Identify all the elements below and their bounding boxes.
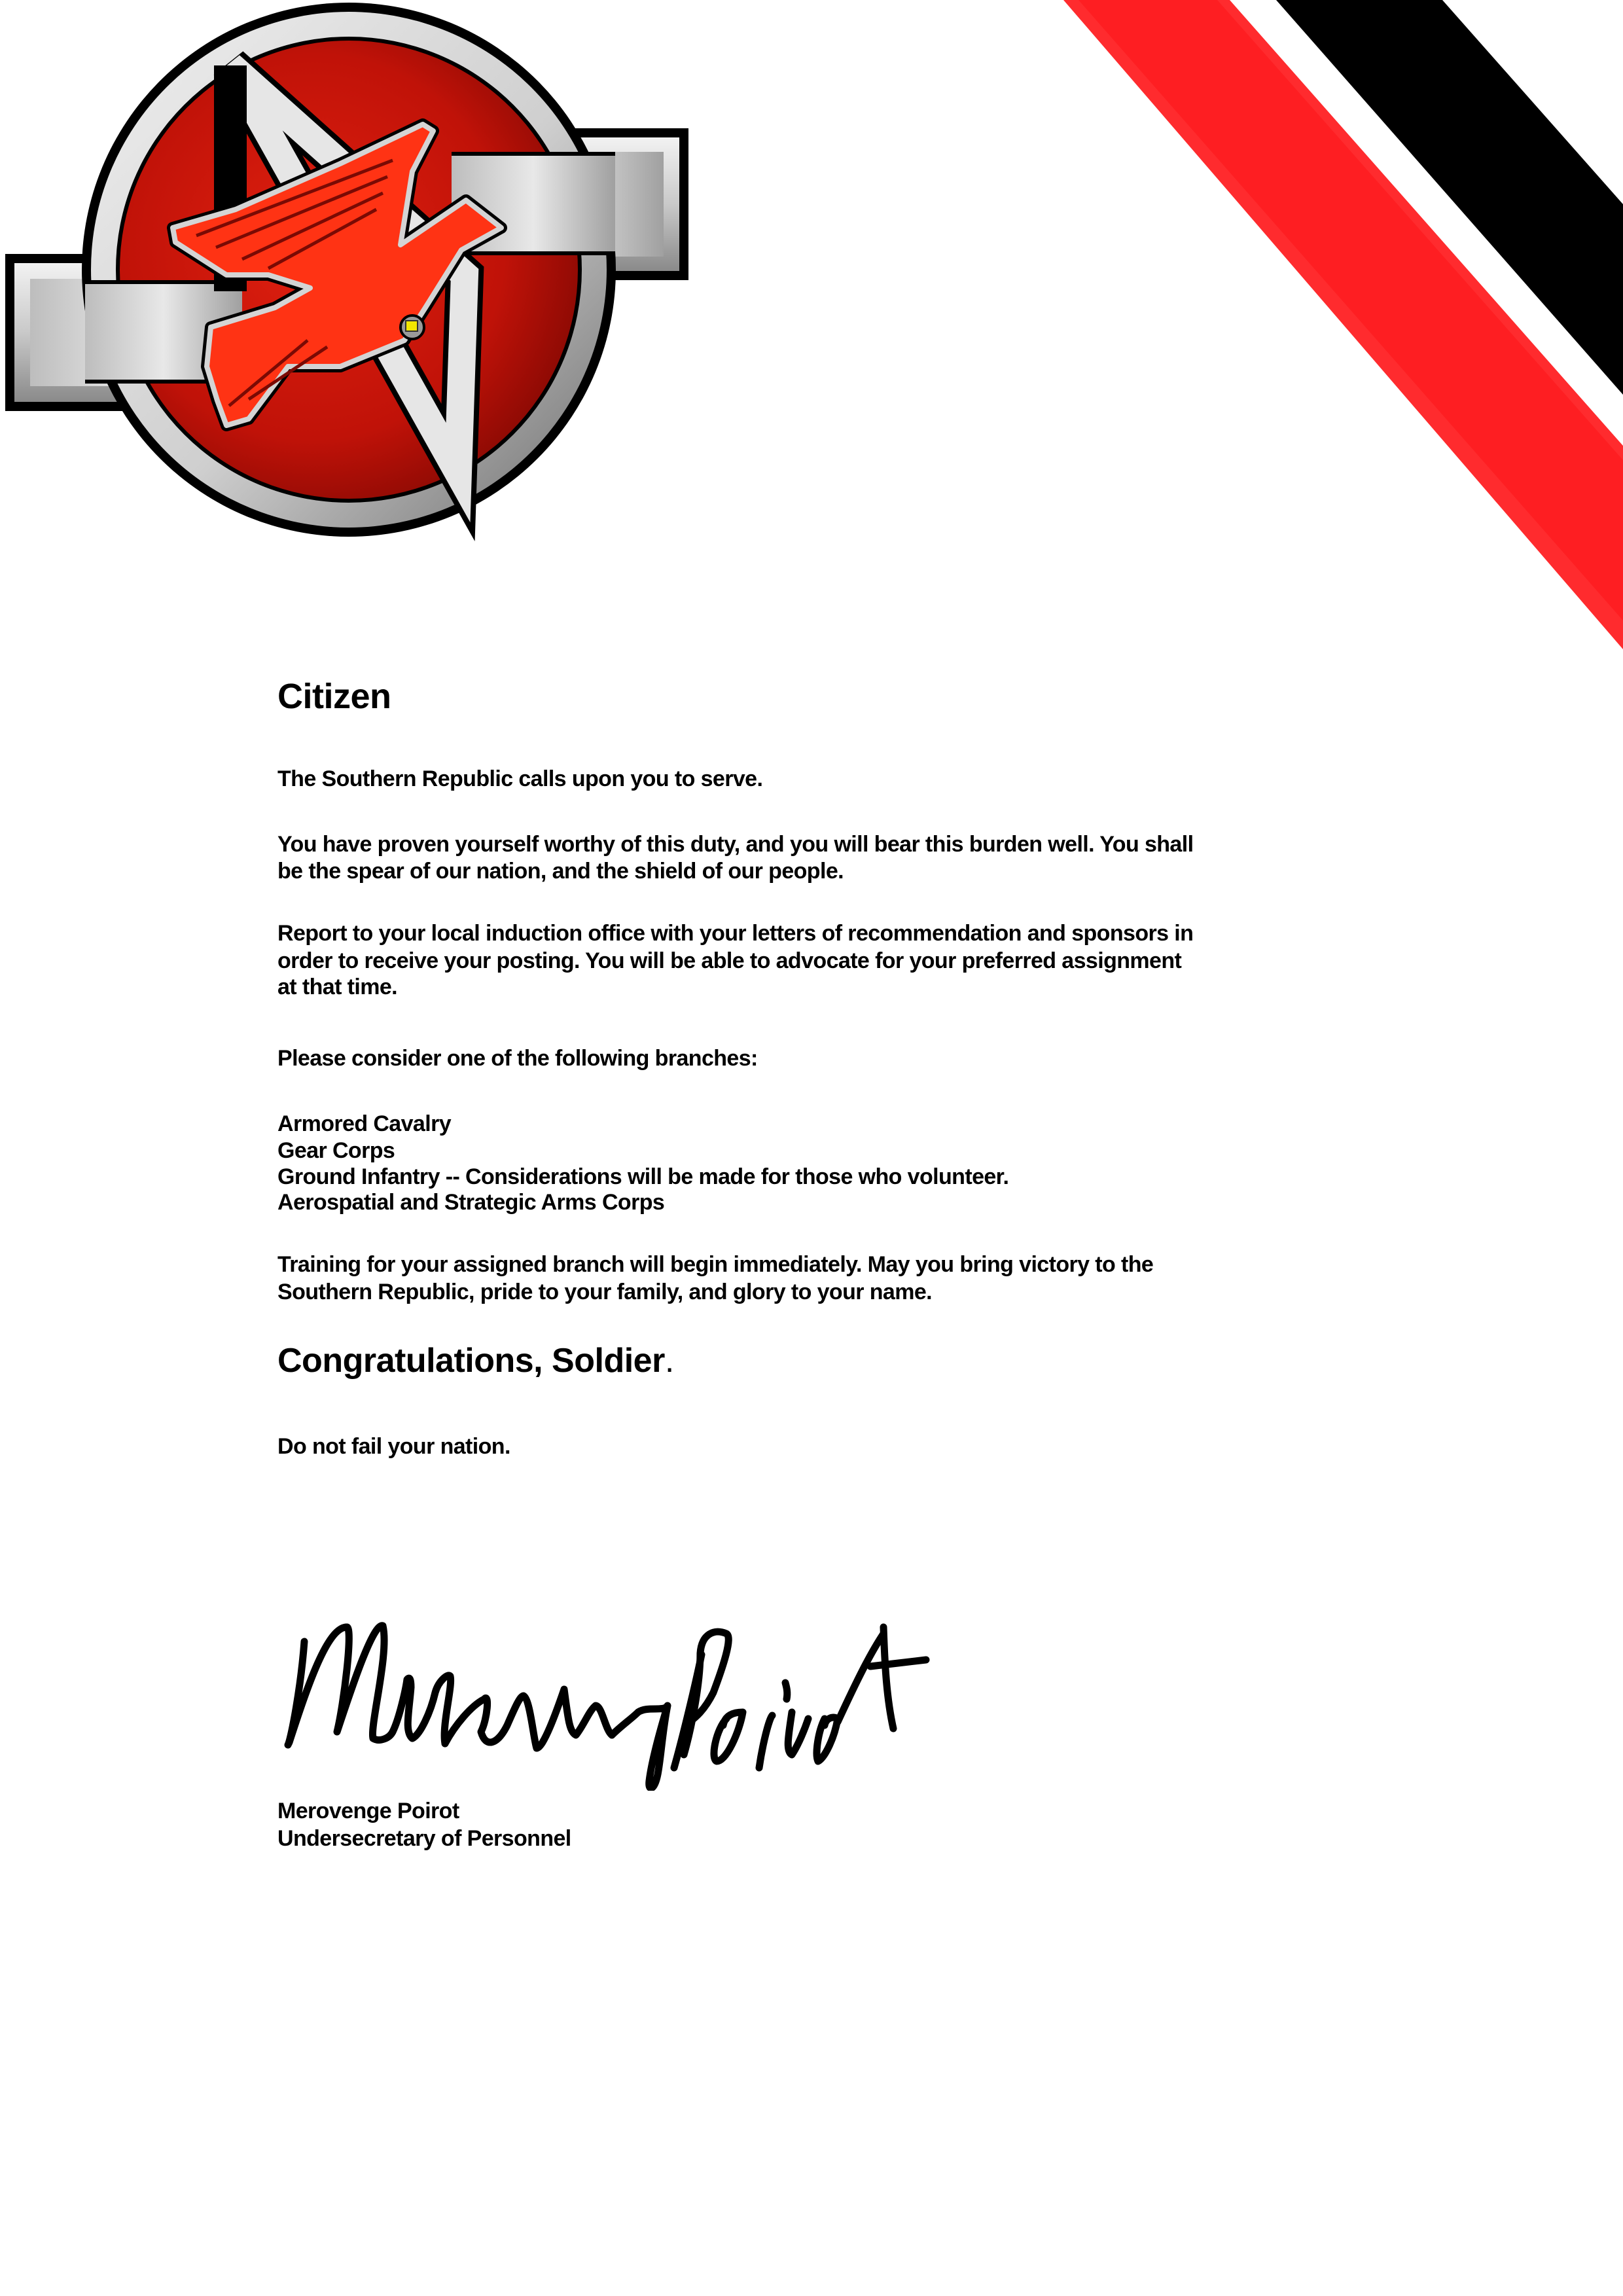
paragraph-duty-line-2: be the spear of our nation, and the shield of our people. xyxy=(277,859,844,884)
signatory-name: Merovenge Poirot xyxy=(277,1799,459,1823)
paragraph-report-line-3: at that time. xyxy=(277,975,398,999)
closing-text: Congratulations, Soldier xyxy=(277,1342,665,1380)
paragraph-training-line-2: Southern Republic, pride to your family, and glory to your name. xyxy=(277,1280,932,1304)
red-stripe xyxy=(1063,0,1623,649)
paragraph-training-line-1: Training for your assigned branch will begin immediately. May you bring victory to the xyxy=(277,1252,1154,1277)
paragraph-report-line-2: order to receive your posting. You will be able to advocate for your preferred assignment xyxy=(277,948,1182,973)
paragraph-report-line-1: Report to your local induction office with your letters of recommendation and sponsors in xyxy=(277,921,1194,946)
emblem-logo xyxy=(0,0,694,543)
paragraph-duty-line-1: You have proven yourself worthy of this duty, and you will bear this burden well. You shall xyxy=(277,832,1194,857)
branch-item: Ground Infantry -- Considerations will be made for those who volunteer. xyxy=(277,1164,1009,1189)
branch-item: Armored Cavalry xyxy=(277,1111,452,1136)
branch-item: Aerospatial and Strategic Arms Corps xyxy=(277,1190,665,1215)
branch-item: Gear Corps xyxy=(277,1138,395,1163)
closing-heading xyxy=(277,1344,674,1378)
warning-line: Do not fail your nation. xyxy=(277,1434,510,1459)
greeting-heading: Citizen xyxy=(277,677,391,716)
signatory-title: Undersecretary of Personnel xyxy=(277,1826,571,1851)
paragraph-call-to-serve: The Southern Republic calls upon you to serve. xyxy=(277,766,763,791)
paragraph-branches-intro: Please consider one of the following branches: xyxy=(277,1046,758,1071)
handwritten-signature-icon xyxy=(281,1614,1041,1791)
closing-punctuation: . xyxy=(664,1342,674,1380)
